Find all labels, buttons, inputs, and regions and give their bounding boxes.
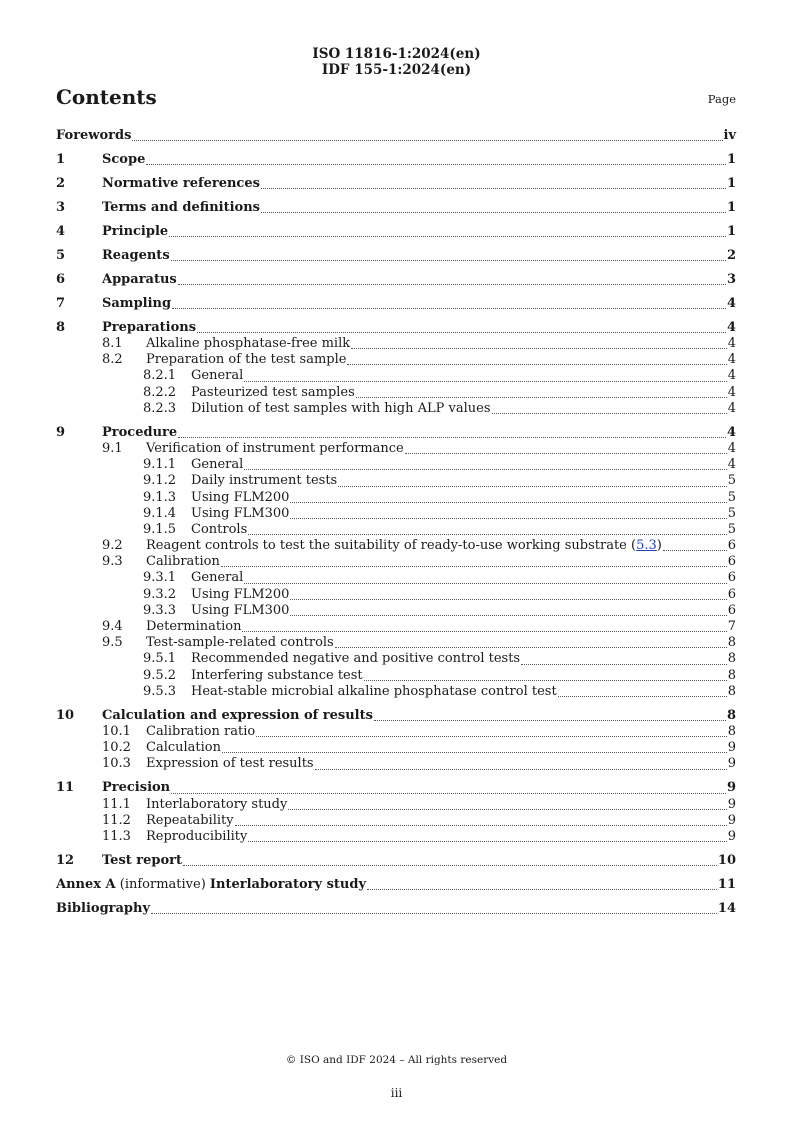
- toc-entry-number: 10.3: [102, 756, 131, 772]
- toc-entry-number: 8.2: [102, 352, 123, 368]
- toc-entry-number: 9.1.4: [143, 505, 177, 521]
- table-of-contents: [56, 128, 736, 917]
- toc-page-number: 6: [727, 538, 736, 554]
- dot-leader: [172, 307, 726, 309]
- idf-reference: IDF 155-1:2024(en): [321, 62, 472, 78]
- toc-entry-text: Alkaline phosphatase-free milk: [146, 336, 351, 352]
- toc-entry-title: [191, 473, 337, 489]
- toc-page-number: 11: [717, 876, 736, 892]
- dot-leader: [367, 888, 717, 890]
- toc-entry[interactable]: [56, 853, 736, 869]
- toc-entry[interactable]: [56, 570, 736, 586]
- toc-entry-text: Bibliography: [56, 900, 151, 916]
- toc-entry-title: [146, 538, 662, 554]
- toc-entry-text: General: [191, 457, 244, 473]
- dot-leader: [183, 864, 717, 866]
- toc-entry-text: Procedure: [102, 424, 178, 440]
- dot-leader: [248, 840, 726, 842]
- toc-page-number: 4: [727, 400, 736, 416]
- toc-entry-number: 9.1.3: [143, 489, 177, 505]
- toc-page-number: 4: [727, 368, 736, 384]
- dot-leader: [364, 679, 727, 681]
- toc-entry-title: [56, 877, 366, 893]
- toc-entry-number: 5: [56, 247, 66, 263]
- dot-leader: [492, 412, 727, 414]
- toc-page-number: 6: [727, 554, 736, 570]
- toc-entry-title: [146, 441, 404, 457]
- annex-type-note: (informative): [115, 876, 210, 892]
- toc-entry-title: [102, 853, 182, 869]
- toc-entry-number: 4: [56, 223, 66, 239]
- toc-entry-text: Interfering substance test: [191, 667, 363, 683]
- toc-page-number: 5: [727, 489, 736, 505]
- toc-page-number: 4: [727, 336, 736, 352]
- document-header: [0, 46, 793, 78]
- toc-entry[interactable]: [56, 152, 736, 168]
- toc-entry-text: General: [191, 368, 244, 384]
- toc-entry[interactable]: [56, 385, 736, 401]
- toc-entry[interactable]: [56, 740, 736, 756]
- toc-entry[interactable]: [56, 668, 736, 684]
- toc-entry-text: Test report: [102, 852, 183, 868]
- toc-page-number: 5: [727, 521, 736, 537]
- toc-entry-number: 9.1.5: [143, 521, 177, 537]
- dot-leader: [356, 396, 727, 398]
- toc-page-number: 4: [726, 295, 736, 311]
- toc-entry[interactable]: [56, 320, 736, 336]
- toc-page-number: 5: [727, 505, 736, 521]
- toc-entry-text: Reagents: [102, 247, 170, 263]
- toc-entry-number: 11.3: [102, 828, 131, 844]
- dot-leader: [244, 468, 726, 470]
- dot-leader: [146, 163, 726, 165]
- toc-entry-text: Using FLM200: [191, 489, 290, 505]
- toc-entry-title: [146, 740, 221, 756]
- toc-entry-number: 11.1: [102, 796, 131, 812]
- dot-leader: [244, 380, 726, 382]
- toc-entry-title: [56, 901, 150, 917]
- dot-leader: [222, 751, 727, 753]
- toc-entry-text: Using FLM300: [191, 505, 290, 521]
- toc-entry-text: Precision: [102, 780, 171, 796]
- dot-leader: [151, 912, 717, 914]
- dot-leader: [347, 363, 726, 365]
- toc-entry-number: 9.3.3: [143, 602, 177, 618]
- toc-entry-number: 9.1.1: [143, 457, 177, 473]
- toc-entry-number: 9.4: [102, 619, 123, 635]
- toc-entry-title: [102, 176, 260, 192]
- dot-leader: [256, 735, 727, 737]
- dot-leader: [221, 565, 727, 567]
- toc-entry-title: [146, 797, 287, 813]
- toc-entry-text: Reproducibility: [146, 828, 248, 844]
- toc-entry[interactable]: [56, 272, 736, 288]
- toc-entry-title: [191, 506, 289, 522]
- toc-entry-text: Normative references: [102, 175, 260, 191]
- toc-entry-text: Terms and definitions: [102, 199, 260, 215]
- toc-entry[interactable]: [56, 200, 736, 216]
- toc-entry-title: [102, 272, 177, 288]
- toc-entry-number: 9.3.2: [143, 586, 177, 602]
- toc-entry-text: Scope: [102, 151, 146, 167]
- dot-leader: [178, 283, 726, 285]
- toc-entry-number: 3: [56, 199, 66, 215]
- toc-page-number: 6: [727, 586, 736, 602]
- toc-entry-text: Reagent controls to test the suitability of ready-to-use working substrate (: [146, 538, 637, 554]
- toc-entry-number: 9.5.3: [143, 683, 177, 699]
- toc-page-number: 2: [726, 247, 736, 263]
- toc-entry-number: 8.2.2: [143, 384, 177, 400]
- toc-page-number: 8: [727, 723, 736, 739]
- clause-reference-link[interactable]: 5.3: [636, 538, 657, 554]
- toc-entry[interactable]: [56, 684, 736, 700]
- toc-entry-number: 9.3.1: [143, 570, 177, 586]
- toc-entry-title: [146, 635, 334, 651]
- toc-entry-title: [56, 128, 131, 144]
- dot-leader: [663, 549, 727, 551]
- dot-leader: [290, 598, 726, 600]
- toc-entry-number: 10.2: [102, 740, 131, 756]
- toc-entry-title: [191, 651, 520, 667]
- dot-leader: [235, 824, 727, 826]
- toc-entry[interactable]: [56, 176, 736, 192]
- toc-entry[interactable]: [56, 797, 736, 813]
- toc-entry-text: General: [191, 570, 244, 586]
- toc-entry[interactable]: [56, 829, 736, 845]
- toc-entry-text: Calibration ratio: [146, 723, 256, 739]
- toc-entry-number: 9.2: [102, 538, 123, 554]
- toc-entry-number: 11: [56, 780, 75, 796]
- dot-leader: [261, 211, 726, 213]
- page-column-label: Page: [707, 92, 736, 106]
- toc-entry-title: [146, 336, 350, 352]
- toc-entry-title: [191, 385, 355, 401]
- toc-entry-title: [102, 224, 168, 240]
- toc-entry[interactable]: [56, 877, 736, 893]
- toc-page-number: 14: [717, 900, 736, 916]
- toc-entry-number: 8.2.1: [143, 368, 177, 384]
- toc-page-number: 1: [726, 223, 736, 239]
- dot-leader: [197, 331, 726, 333]
- toc-entry-text: Daily instrument tests: [191, 473, 338, 489]
- toc-entry[interactable]: [56, 128, 736, 144]
- toc-entry-title: [102, 425, 177, 441]
- toc-page-number: 1: [726, 175, 736, 191]
- dot-leader: [171, 259, 726, 261]
- toc-entry-title: [102, 320, 196, 336]
- toc-entry[interactable]: [56, 708, 736, 724]
- dot-leader: [335, 646, 727, 648]
- toc-entry[interactable]: [56, 352, 736, 368]
- toc-entry-title: [191, 401, 491, 417]
- toc-entry[interactable]: [56, 296, 736, 312]
- toc-entry-text: Expression of test results: [146, 756, 314, 772]
- toc-entry[interactable]: [56, 635, 736, 651]
- toc-entry-text: Using FLM300: [191, 602, 290, 618]
- toc-entry-text: Repeatability: [146, 812, 234, 828]
- toc-entry-title: [191, 522, 247, 538]
- toc-page-number: 4: [727, 384, 736, 400]
- toc-page-number: 9: [727, 796, 736, 812]
- iso-reference: ISO 11816-1:2024(en): [312, 46, 481, 62]
- toc-page-number: 1: [726, 199, 736, 215]
- toc-entry[interactable]: [56, 554, 736, 570]
- dot-leader: [290, 614, 726, 616]
- toc-entry-text: Calibration: [146, 554, 220, 570]
- toc-entry[interactable]: [56, 780, 736, 796]
- toc-entry-title: [146, 352, 346, 368]
- dot-leader: [290, 501, 726, 503]
- toc-entry[interactable]: [56, 224, 736, 240]
- toc-entry-number: 9.1: [102, 440, 123, 456]
- toc-entry-number: 10: [56, 707, 75, 723]
- dot-leader: [244, 582, 726, 584]
- toc-entry-title: [146, 813, 234, 829]
- toc-entry-number: 11.2: [102, 812, 131, 828]
- page-number: iii: [390, 1086, 403, 1100]
- toc-entry-text: Determination: [146, 619, 242, 635]
- dot-leader: [315, 768, 727, 770]
- toc-entry-title: [102, 200, 260, 216]
- toc-entry-title: [102, 248, 170, 264]
- toc-page-number: 4: [726, 319, 736, 335]
- toc-entry[interactable]: [56, 651, 736, 667]
- toc-entry[interactable]: [56, 490, 736, 506]
- toc-entry-title: [102, 152, 145, 168]
- toc-entry-text: Preparation of the test sample: [146, 352, 347, 368]
- toc-entry-title: [191, 490, 289, 506]
- toc-entry-number: 9.5.1: [143, 651, 177, 667]
- toc-entry[interactable]: [56, 603, 736, 619]
- toc-entry-text: Recommended negative and positive control tests: [191, 651, 521, 667]
- toc-entry-title: [191, 668, 363, 684]
- toc-page-number: iv: [723, 128, 736, 143]
- toc-entry[interactable]: [56, 813, 736, 829]
- toc-entry-text: Heat-stable microbial alkaline phosphatase control test: [191, 683, 557, 699]
- toc-entry-title: [191, 684, 557, 700]
- toc-entry-text: Forewords: [56, 128, 132, 143]
- toc-entry[interactable]: [56, 538, 736, 554]
- toc-entry-number: 8: [56, 319, 66, 335]
- toc-page-number: 8: [726, 707, 736, 723]
- page-title: Contents: [56, 85, 157, 109]
- dot-leader: [178, 436, 726, 438]
- toc-entry-number: 2: [56, 175, 66, 191]
- toc-entry[interactable]: [56, 425, 736, 441]
- toc-entry-title: [102, 296, 171, 312]
- toc-entry-number: 9.5.2: [143, 667, 177, 683]
- dot-leader: [288, 808, 726, 810]
- toc-entry[interactable]: [56, 473, 736, 489]
- toc-entry[interactable]: [56, 457, 736, 473]
- dot-leader: [132, 139, 722, 141]
- toc-page-number: 1: [726, 151, 736, 167]
- toc-entry-number: 9.3: [102, 554, 123, 570]
- toc-entry-text: Using FLM200: [191, 586, 290, 602]
- toc-page-number: 3: [726, 271, 736, 287]
- toc-entry-title: [146, 756, 314, 772]
- toc-page-number: 5: [727, 473, 736, 489]
- copyright-notice: © ISO and IDF 2024 – All rights reserved: [285, 1054, 508, 1066]
- toc-entry-title: [191, 587, 289, 603]
- toc-page-number: 8: [727, 651, 736, 667]
- toc-entry-title: [191, 603, 289, 619]
- toc-entry[interactable]: [56, 619, 736, 635]
- toc-entry-suffix: ): [656, 538, 662, 554]
- toc-entry-title: [146, 829, 247, 845]
- toc-entry-title: [146, 554, 220, 570]
- toc-page-number: 4: [727, 352, 736, 368]
- toc-entry-text: Calculation and expression of results: [102, 707, 373, 723]
- dot-leader: [405, 452, 727, 454]
- toc-entry-number: 9.1.2: [143, 473, 177, 489]
- toc-entry-number: 6: [56, 271, 66, 287]
- toc-entry-text: Test-sample-related controls: [146, 635, 334, 651]
- toc-entry-number: 12: [56, 852, 75, 868]
- toc-entry-text: Sampling: [102, 295, 172, 311]
- toc-entry[interactable]: [56, 724, 736, 740]
- toc-page-number: 9: [727, 756, 736, 772]
- toc-entry-text: Controls: [191, 521, 248, 537]
- toc-entry-title: [191, 457, 243, 473]
- toc-page-number: 6: [727, 570, 736, 586]
- dot-leader: [171, 792, 726, 794]
- toc-entry[interactable]: [56, 441, 736, 457]
- toc-entry-number: 8.1: [102, 336, 123, 352]
- dot-leader: [242, 630, 726, 632]
- toc-page-number: 4: [727, 457, 736, 473]
- toc-entry-title: [191, 368, 243, 384]
- toc-page-number: 8: [727, 683, 736, 699]
- toc-entry-title: [191, 570, 243, 586]
- toc-entry-text: Calculation: [146, 740, 221, 756]
- toc-entry-text: Apparatus: [102, 271, 177, 287]
- toc-entry-text: Preparations: [102, 319, 197, 335]
- toc-entry-number: 10.1: [102, 723, 131, 739]
- toc-page-number: 10: [717, 852, 736, 868]
- toc-page-number: 9: [727, 740, 736, 756]
- toc-entry-title: [102, 780, 170, 796]
- toc-page-number: 9: [727, 828, 736, 844]
- toc-entry-title: [146, 619, 241, 635]
- toc-page-number: 8: [727, 635, 736, 651]
- toc-page-number: 9: [726, 780, 736, 796]
- toc-entry[interactable]: [56, 401, 736, 417]
- toc-page-number: 6: [727, 602, 736, 618]
- toc-entry-number: 1: [56, 151, 66, 167]
- dot-leader: [351, 347, 727, 349]
- dot-leader: [248, 533, 726, 535]
- toc-entry-text: Interlaboratory study: [146, 796, 288, 812]
- dot-leader: [558, 695, 727, 697]
- toc-entry-number: 9: [56, 424, 66, 440]
- toc-page-number: 8: [727, 667, 736, 683]
- annex-label: Annex A: [56, 876, 116, 892]
- toc-entry-text: Pasteurized test samples: [191, 384, 355, 400]
- toc-entry[interactable]: [56, 336, 736, 352]
- toc-entry[interactable]: [56, 522, 736, 538]
- dot-leader: [169, 235, 726, 237]
- toc-entry[interactable]: [56, 368, 736, 384]
- toc-entry[interactable]: [56, 756, 736, 772]
- toc-entry-title: [146, 724, 255, 740]
- toc-entry-text: Dilution of test samples with high ALP values: [191, 400, 491, 416]
- toc-entry-number: 9.5: [102, 635, 123, 651]
- dot-leader: [338, 485, 727, 487]
- dot-leader: [261, 187, 726, 189]
- toc-page-number: 7: [727, 619, 736, 635]
- toc-entry[interactable]: [56, 506, 736, 522]
- toc-page-number: 4: [726, 424, 736, 440]
- dot-leader: [290, 517, 726, 519]
- toc-entry[interactable]: [56, 901, 736, 917]
- toc-entry-text: Interlaboratory study: [209, 876, 366, 892]
- toc-entry-text: Principle: [102, 223, 169, 239]
- toc-entry[interactable]: [56, 248, 736, 264]
- toc-entry[interactable]: [56, 587, 736, 603]
- toc-entry-title: [102, 708, 373, 724]
- dot-leader: [521, 663, 727, 665]
- dot-leader: [374, 719, 726, 721]
- toc-entry-text: Verification of instrument performance: [146, 440, 404, 456]
- toc-page-number: 4: [727, 440, 736, 456]
- toc-entry-number: 7: [56, 295, 66, 311]
- toc-entry-number: 8.2.3: [143, 400, 177, 416]
- toc-page-number: 9: [727, 812, 736, 828]
